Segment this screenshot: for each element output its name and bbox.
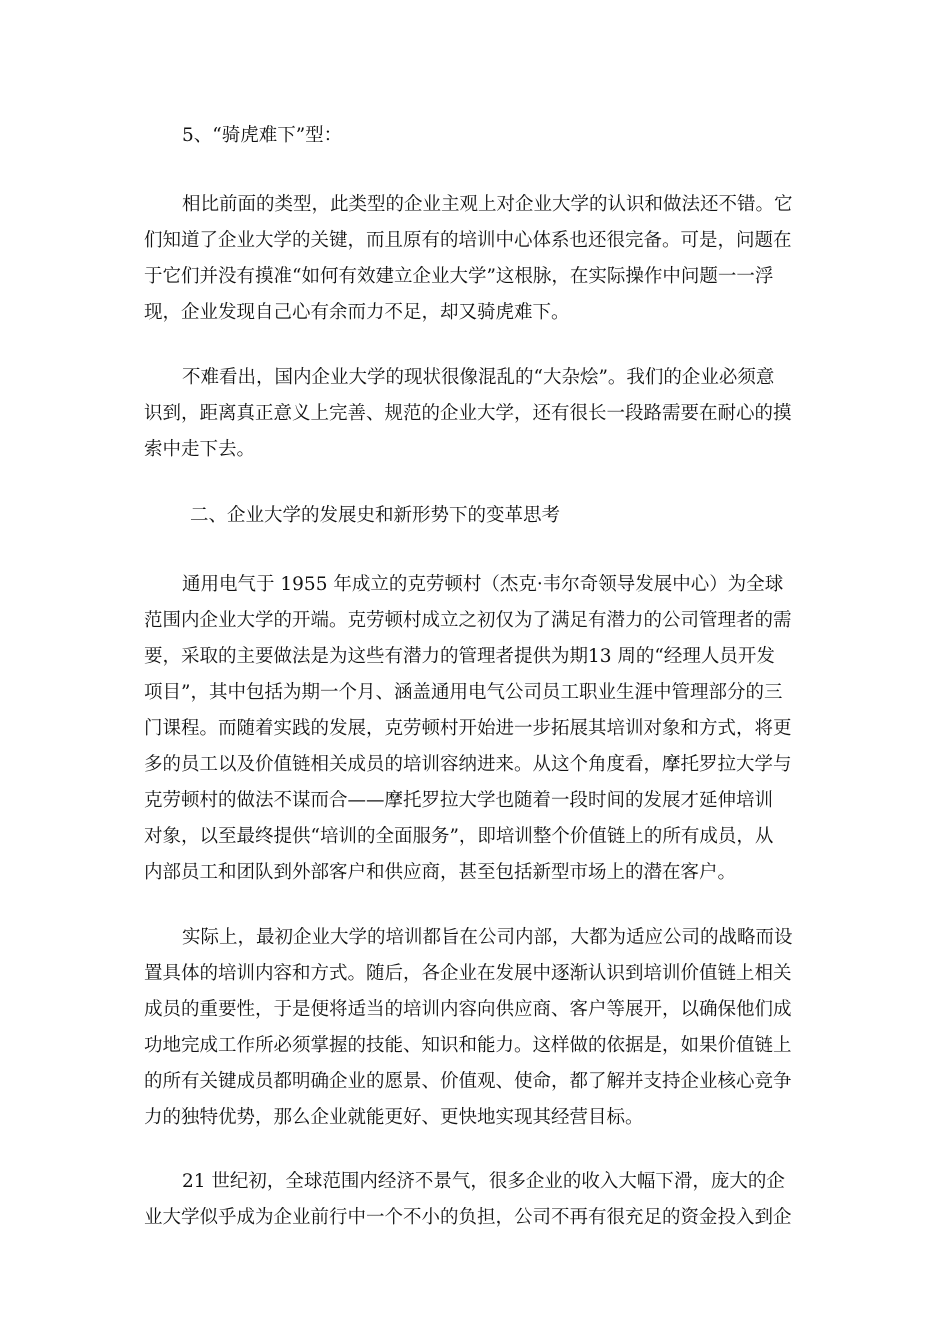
- paragraph-line: 功地完成工作所必须掌握的技能、知识和能力。这样做的依据是，如果价值链上: [144, 1035, 792, 1056]
- paragraph-line: 力的独特优势，那么企业就能更好、更快地实现其经营目标。: [144, 1107, 644, 1128]
- paragraph-line: 项目”，其中包括为期一个月、涵盖通用电气公司员工职业生涯中管理部分的三: [144, 682, 783, 703]
- paragraph-line: 不难看出，国内企业大学的现状很像混乱的“大杂烩”。我们的企业必须意: [182, 367, 775, 388]
- paragraph-line: 于它们并没有摸准“如何有效建立企业大学”这根脉，在实际操作中问题一一浮: [144, 266, 774, 287]
- paragraph-line: 的所有关键成员都明确企业的愿景、价值观、使命，都了解并支持企业核心竞争: [144, 1071, 792, 1092]
- paragraph-line: 门课程。而随着实践的发展，克劳顿村开始进一步拓展其培训对象和方式，将更: [144, 718, 792, 739]
- paragraph-line: 现，企业发现自己心有余而力不足，却又骑虎难下。: [144, 302, 570, 323]
- paragraph-line: 范围内企业大学的开端。克劳顿村成立之初仅为了满足有潜力的公司管理者的需: [144, 610, 792, 631]
- section-2-heading: 二、企业大学的发展史和新形势下的变革思考: [190, 505, 561, 526]
- paragraph-line: 成员的重要性，于是便将适当的培训内容向供应商、客户等展开，以确保他们成: [144, 999, 792, 1020]
- paragraph-line: 索中走下去。: [144, 439, 256, 460]
- paragraph-line: 要，采取的主要做法是为这些有潜力的管理者提供为期13 周的“经理人员开发: [144, 646, 775, 667]
- paragraph-line: 克劳顿村的做法不谋而合——摩托罗拉大学也随着一段时间的发展才延伸培训: [144, 790, 774, 811]
- paragraph-line: 实际上，最初企业大学的培训都旨在公司内部，大都为适应公司的战略而设: [182, 927, 793, 948]
- paragraph-line: 相比前面的类型，此类型的企业主观上对企业大学的认识和做法还不错。它: [182, 194, 793, 215]
- section-5-heading: 5、“骑虎难下”型：: [182, 125, 343, 146]
- paragraph-line: 识到，距离真正意义上完善、规范的企业大学，还有很长一段路需要在耐心的摸: [144, 403, 792, 424]
- paragraph-line: 置具体的培训内容和方式。随后，各企业在发展中逐渐认识到培训价值链上相关: [144, 963, 792, 984]
- paragraph-line: 21 世纪初，全球范围内经济不景气，很多企业的收入大幅下滑，庞大的企: [182, 1171, 785, 1192]
- paragraph-line: 对象，以至最终提供“培训的全面服务”，即培训整个价值链上的所有成员，从: [144, 826, 774, 847]
- paragraph-line: 通用电气于 1955 年成立的克劳顿村（杰克·韦尔奇领导发展中心）为全球: [182, 574, 784, 595]
- paragraph-line: 多的员工以及价值链相关成员的培训容纳进来。从这个角度看，摩托罗拉大学与: [144, 754, 792, 775]
- paragraph-line: 业大学似乎成为企业前行中一个不小的负担，公司不再有很充足的资金投入到企: [144, 1207, 792, 1228]
- paragraph-line: 内部员工和团队到外部客户和供应商，甚至包括新型市场上的潜在客户。: [144, 862, 737, 883]
- paragraph-line: 们知道了企业大学的关键，而且原有的培训中心体系也还很完备。可是，问题在: [144, 230, 792, 251]
